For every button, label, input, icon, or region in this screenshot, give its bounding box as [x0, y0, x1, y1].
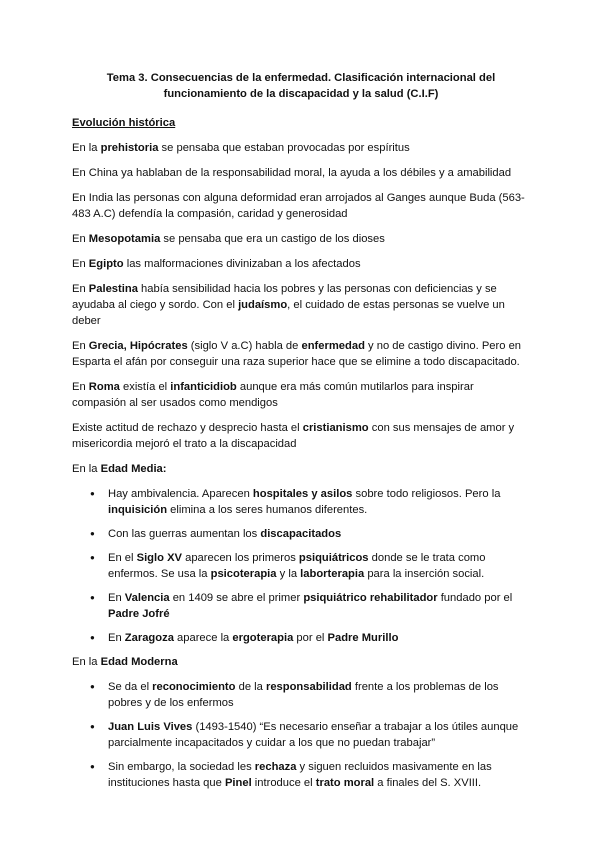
list-item: ● Sin embargo, la sociedad les rechaza y siguen recluidos masivamente en las instituciones hasta que Pinel introduce el trato moral a finales del S. XVIII. [72, 759, 530, 791]
list-item: ● En Zaragoza aparece la ergoterapia por el Padre Murillo [72, 630, 530, 646]
list-item: ● En el Siglo XV aparecen los primeros psiquiátricos donde se le trata como enfermos. Se usa la psicoterapia y la laborterapia para la inserción social. [72, 550, 530, 582]
paragraph-mesopotamia: En Mesopotamia se pensaba que era un castigo de los dioses [72, 233, 385, 245]
paragraph-palestina: En Palestina había sensibilidad hacia los pobres y las personas con deficiencias y se ayudaba al ciego y sordo. Con el judaísmo, el cuidado de estas personas se vuelve un deber [72, 283, 505, 327]
document-page [72, 70, 530, 799]
paragraph-cristianismo: Existe actitud de rechazo y desprecio hasta el cristianismo con sus mensajes de amor y misericordia mejoró el trato a la discapacidad [72, 422, 515, 450]
document-title [72, 70, 530, 102]
edad-media-intro: En la Edad Media: [72, 463, 167, 475]
list-item: ● Se da el reconocimiento de la responsabilidad frente a los problemas de los pobres y de los enfermos [72, 679, 530, 711]
title-line-2: funcionamiento de la discapacidad y la salud (C.I.F) [163, 88, 439, 100]
paragraph-roma: En Roma existía el infanticidiob aunque era más común mutilarlos para inspirar compasión al ser usados como mendigos [72, 381, 474, 409]
paragraph-egipto: En Egipto las malformaciones divinizaban a los afectados [72, 258, 361, 270]
edad-moderna-intro: En la Edad Moderna [72, 656, 178, 668]
list-item: ● Hay ambivalencia. Aparecen hospitales y asilos sobre todo religiosos. Pero la inquisición elimina a los seres humanos diferentes. [72, 486, 530, 518]
section-heading: Evolución histórica [72, 117, 176, 129]
list-item: ● En Valencia en 1409 se abre el primer psiquiátrico rehabilitador fundado por el Padre Jofré [72, 590, 530, 622]
edad-moderna-list [72, 679, 530, 791]
edad-media-list [72, 486, 530, 646]
title-line-1: Tema 3. Consecuencias de la enfermedad. Clasificación internacional del [106, 72, 496, 84]
paragraph-china: En China ya hablaban de la responsabilidad moral, la ayuda a los débiles y a amabilidad [72, 167, 512, 179]
paragraph-prehistoria: En la prehistoria se pensaba que estaban provocadas por espíritus [72, 142, 410, 154]
paragraph-grecia: En Grecia, Hipócrates (siglo V a.C) habla de enfermedad y no de castigo divino. Pero en Esparta el afán por conseguir una raza superior hace que se elimine a todo discapacitado. [72, 340, 522, 368]
list-item: ● Juan Luis Vives (1493-1540) “Es necesario enseñar a trabajar a los útiles aunque parcialmente incapacitados y cuidar a los que no puedan trabajar” [72, 719, 530, 751]
list-item: ● Con las guerras aumentan los discapacitados [72, 526, 530, 542]
paragraph-india: En India las personas con alguna deformidad eran arrojados al Ganges aunque Buda (563-483 A.C) defendía la compasión, caridad y generosidad [72, 192, 525, 220]
